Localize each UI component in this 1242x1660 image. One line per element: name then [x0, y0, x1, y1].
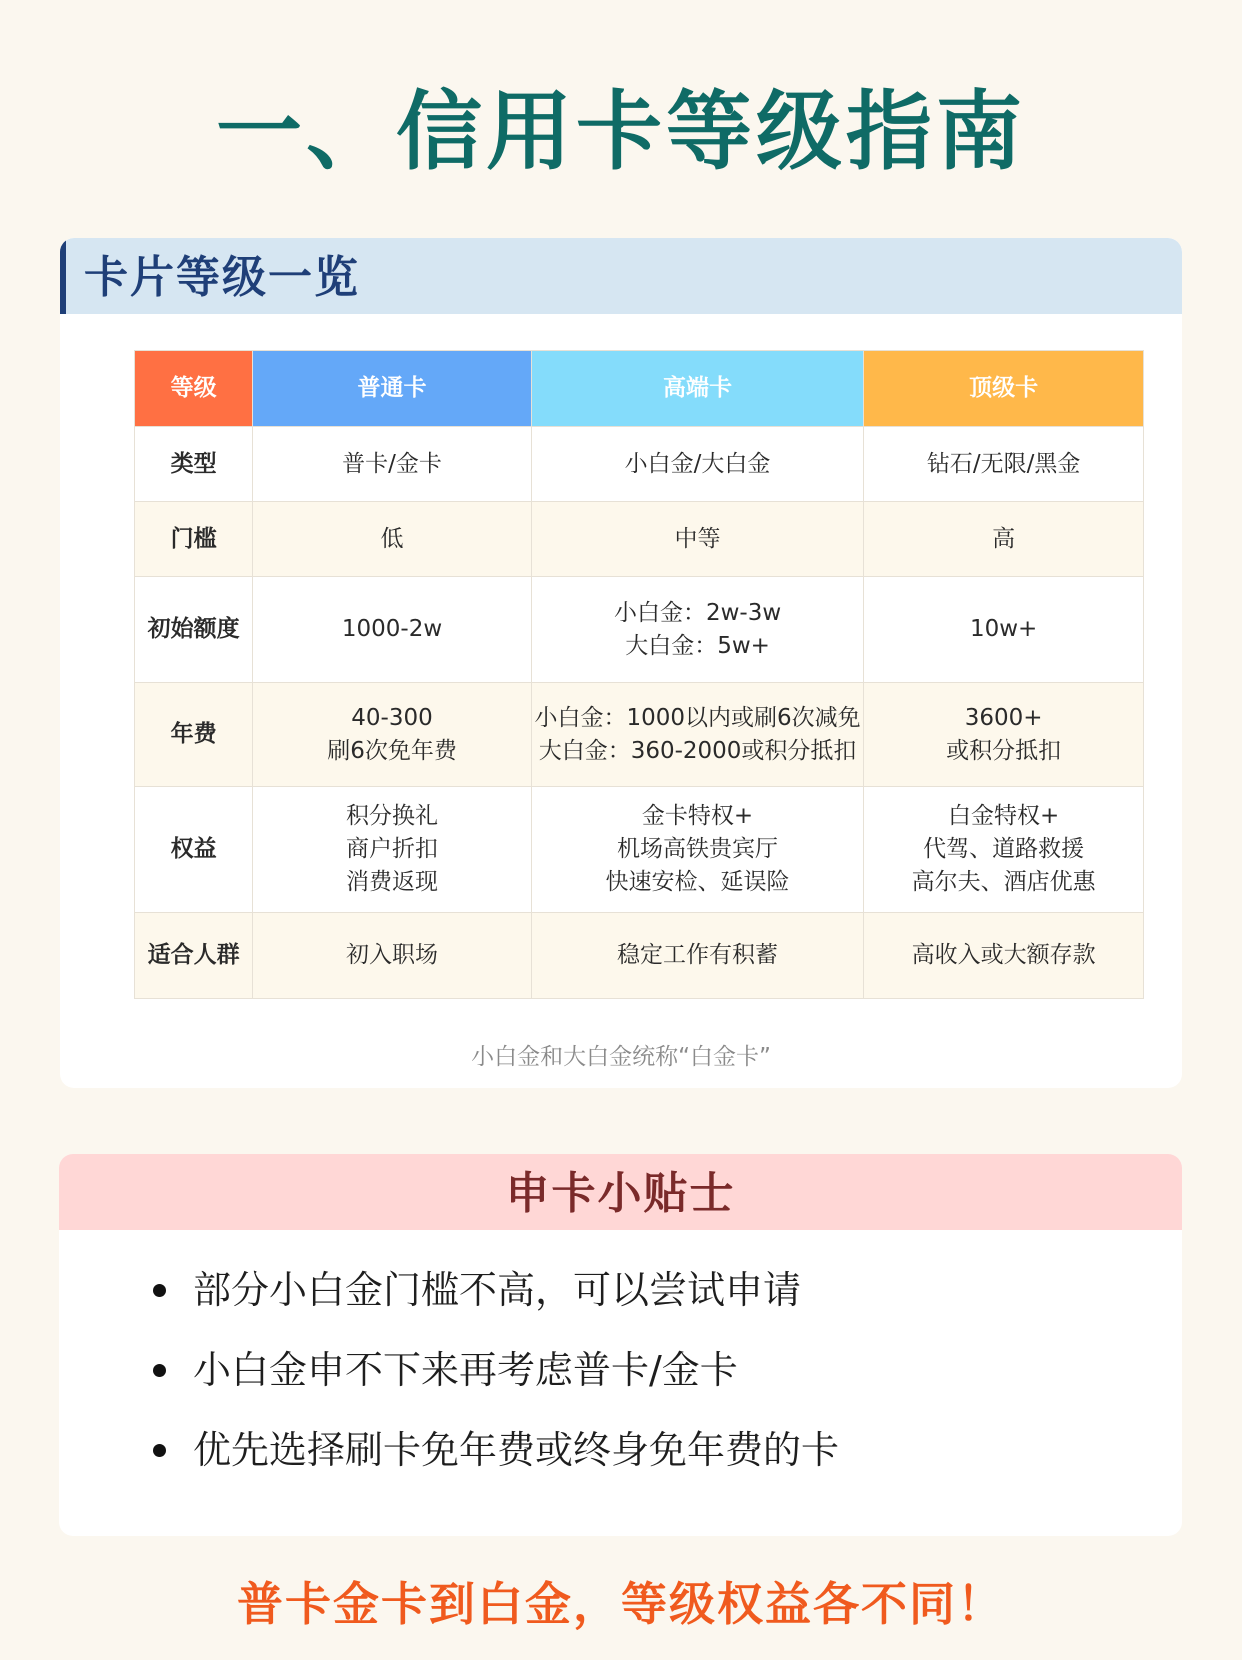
header-standard-card: 普通卡: [253, 351, 532, 427]
table-cell: 稳定工作有积蓄: [531, 913, 863, 999]
table-header-row: [135, 351, 1144, 427]
cell-line: 商户折扣: [346, 836, 439, 862]
table-cell: [531, 577, 863, 683]
table-row: [135, 427, 1144, 502]
table-row: [135, 683, 1144, 787]
table-cell: [253, 787, 532, 913]
cell-line: 金卡特权+: [641, 803, 754, 829]
cell-line: 40-300: [351, 704, 433, 731]
row-label: 门槛: [135, 502, 253, 577]
table-row: [135, 502, 1144, 577]
card-tips: [59, 1154, 1182, 1536]
row-label: 适合人群: [135, 913, 253, 999]
header-top-card: 顶级卡: [864, 351, 1144, 427]
tips-heading: 申卡小贴士: [59, 1154, 1182, 1230]
table-cell: 高收入或大额存款: [864, 913, 1144, 999]
cell-line: 消费返现: [346, 869, 439, 895]
cell-line: 积分换礼: [346, 803, 439, 829]
cell-line: 大白金：5w+: [625, 632, 770, 659]
bullet-icon: [153, 1444, 166, 1457]
table-cell: 高: [864, 502, 1144, 577]
accent-bar: [60, 238, 66, 314]
list-item: [153, 1420, 839, 1500]
cell-line: 10w+: [969, 616, 1038, 642]
table-cell: 初入职场: [253, 913, 532, 999]
cell-line: 代驾、道路救援: [923, 836, 1085, 862]
cell-line: 小白金：1000以内或刷6次减免: [534, 704, 861, 731]
cell-line: 3600+: [964, 704, 1043, 731]
section-header: [60, 238, 1182, 314]
table-cell: [253, 577, 532, 683]
tip-text: 小白金申不下来再考虑普卡/金卡: [193, 1348, 738, 1392]
table-cell: [531, 683, 863, 787]
table-cell: [864, 787, 1144, 913]
cell-line: 小白金：2w-3w: [613, 599, 782, 626]
row-label: 类型: [135, 427, 253, 502]
cell-line: 机场高铁贵宾厅: [617, 836, 779, 862]
table-row: [135, 787, 1144, 913]
row-label: 初始额度: [135, 577, 253, 683]
table-row: [135, 577, 1144, 683]
row-label: 权益: [135, 787, 253, 913]
list-item: [153, 1340, 839, 1420]
tips-list: [153, 1260, 839, 1500]
table-cell: 中等: [531, 502, 863, 577]
table-cell: [531, 787, 863, 913]
table-cell: 钻石/无限/黑金: [864, 427, 1144, 502]
cell-line: 白金特权+: [948, 803, 1060, 829]
card-level-overview: [60, 238, 1182, 1088]
table-cell: 小白金/大白金: [531, 427, 863, 502]
level-table: [134, 350, 1144, 999]
cell-line: 1000-2w: [341, 616, 443, 642]
table-cell: 普卡/金卡: [253, 427, 532, 502]
header-level: 等级: [135, 351, 253, 427]
page-title: 一、信用卡等级指南: [216, 82, 1026, 182]
table-note: 小白金和大白金统称“白金卡”: [471, 1044, 771, 1070]
bullet-icon: [153, 1364, 166, 1377]
header-premium-card: 高端卡: [531, 351, 863, 427]
table-cell: 低: [253, 502, 532, 577]
list-item: [153, 1260, 839, 1340]
section-heading: 卡片等级一览: [84, 252, 360, 303]
tip-text: 部分小白金门槛不高，可以尝试申请: [193, 1268, 802, 1312]
bullet-icon: [153, 1284, 166, 1297]
table-cell: [864, 577, 1144, 683]
table-row: [135, 913, 1144, 999]
row-label: 年费: [135, 683, 253, 787]
cell-line: 高尔夫、酒店优惠: [911, 869, 1096, 895]
cell-line: 大白金：360-2000或积分抵扣: [538, 737, 857, 764]
footer-slogan: 普卡金卡到白金，等级权益各不同！: [237, 1577, 1005, 1631]
tip-text: 优先选择刷卡免年费或终身免年费的卡: [193, 1428, 840, 1472]
cell-line: 快速安检、延误险: [605, 869, 790, 895]
cell-line: 或积分抵扣: [946, 737, 1062, 764]
table-cell: [864, 683, 1144, 787]
table-cell: [253, 683, 532, 787]
cell-line: 刷6次免年费: [327, 737, 457, 764]
